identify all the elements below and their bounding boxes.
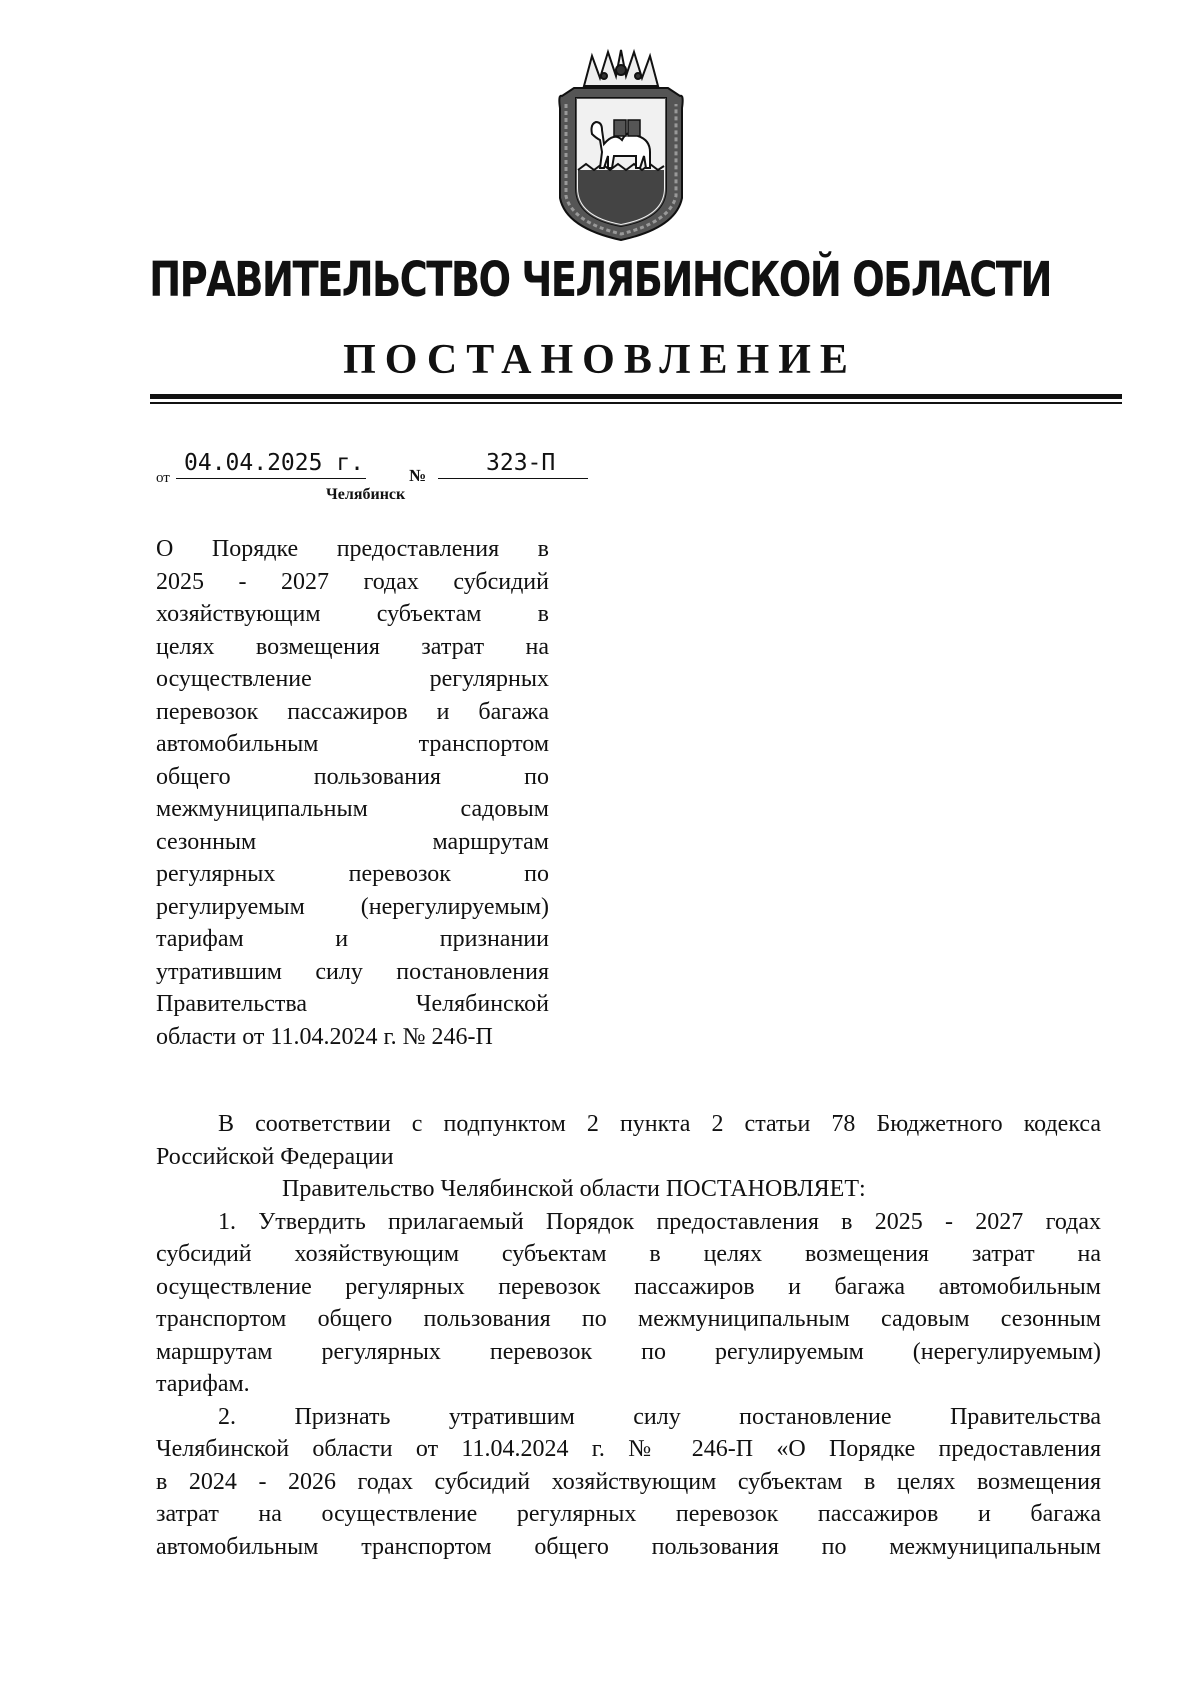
subject-line: осуществление регулярных [156,666,549,692]
header-rule [150,394,1122,399]
subject-line: области от 11.04.2024 г. № 246-П [156,1023,493,1050]
item-1-line: 1. Утвердить прилагаемый Порядок предоставления в 2025 - 2027 годах [218,1208,1101,1235]
subject-line: хозяйствующим субъектам в [156,601,549,627]
document-subject [156,533,549,1053]
item-2-line: затрат на осуществление регулярных перевозок пассажиров и багажа [156,1501,1101,1527]
subject-line: 2025 - 2027 годах субсидий [156,568,549,595]
item-1-line: субсидий хозяйствующим субъектам в целях возмещения затрат на [156,1241,1101,1267]
number-underline [438,478,588,479]
subject-line: межмуниципальным садовым [156,796,549,822]
subject-line: О Порядке предоставления в [156,536,549,562]
preamble-line: В соответствии с подпунктом 2 пункта 2 статьи 78 Бюджетного кодекса [218,1111,1101,1137]
government-title: ПРАВИТЕЛЬСТВО ЧЕЛЯБИНСКОЙ ОБЛАСТИ [149,252,1051,308]
item-2-line: 2. Признать утратившим силу постановление Правительства [218,1403,1101,1430]
decree-line: Правительство Челябинской области ПОСТАНОВЛЯЕТ: [282,1176,866,1202]
item-1-line: маршрутам регулярных перевозок по регулируемым (нерегулируемым) [156,1338,1101,1365]
subject-line: Правительства Челябинской [156,991,549,1017]
header-rule-thin [150,402,1122,404]
document-type: ПОСТАНОВЛЕНИЕ [343,337,857,383]
subject-line: утратившим силу постановления [156,958,549,985]
city-name: Челябинск [326,486,406,503]
item-2-line: Челябинской области от 11.04.2024 г. № 246-П «О Порядке предоставления [156,1436,1101,1462]
subject-line: автомобильным транспортом [156,731,549,757]
subject-line: перевозок пассажиров и багажа [156,698,549,725]
subject-line: тарифам и признании [156,926,549,952]
subject-line: сезонным маршрутам [156,828,549,855]
from-label: от [156,470,170,486]
document-date: 04.04.2025 г. [184,450,365,476]
subject-line: общего пользования по [156,763,549,790]
item-1-line: осуществление регулярных перевозок пассажиров и багажа автомобильным [156,1273,1101,1300]
item-2-line: автомобильным транспортом общего пользования по межмуниципальным [156,1533,1101,1560]
item-1-line: транспортом общего пользования по межмуниципальным садовым сезонным [156,1306,1101,1332]
document-meta [156,440,596,510]
item-2-line: в 2024 - 2026 годах субсидий хозяйствующим субъектам в целях возмещения [156,1468,1101,1495]
preamble-line: Российской Федерации [156,1143,394,1170]
item-1-line: тарифам. [156,1371,250,1397]
subject-line: регулируемым (нерегулируемым) [156,893,549,920]
document-number: 323-П [486,450,556,476]
date-underline [176,478,366,479]
coat-of-arms-emblem [556,48,686,244]
subject-line: целях возмещения затрат на [156,633,549,660]
document-body [156,1108,1101,1563]
subject-line: регулярных перевозок по [156,861,549,887]
number-label: № [409,466,427,485]
